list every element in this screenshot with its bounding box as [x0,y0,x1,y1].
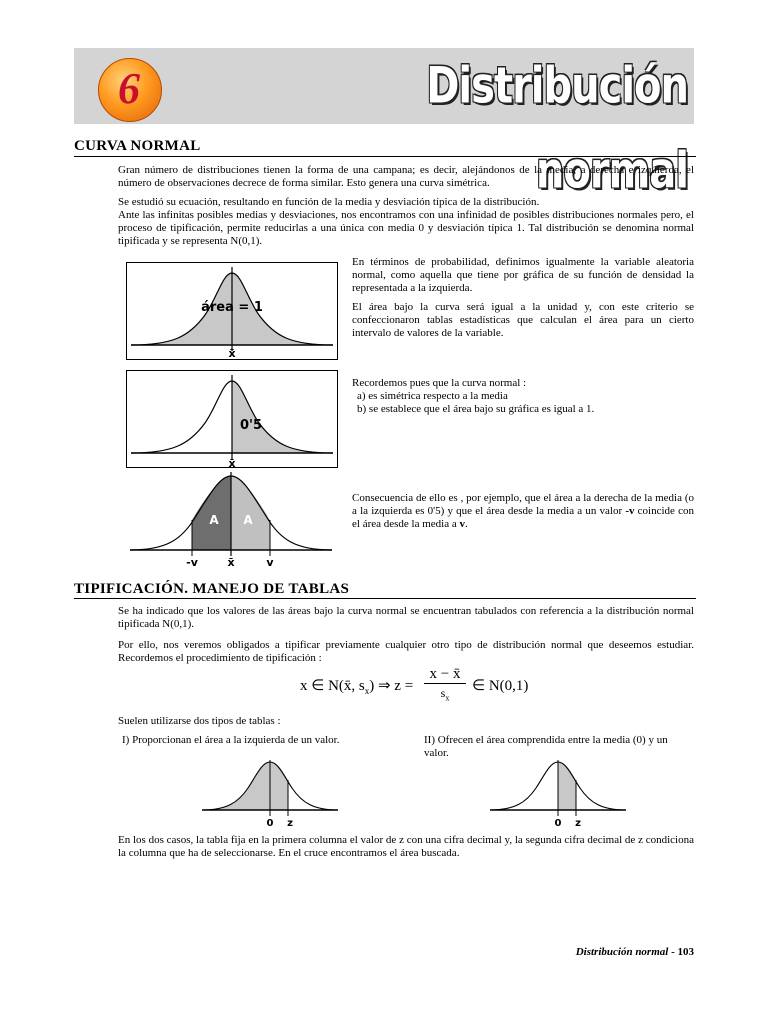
section-title-tipificacion: TIPIFICACIÓN. MANEJO DE TABLAS [74,581,350,597]
right-area-label: A [243,513,253,527]
left-area-label: A [209,513,219,527]
left-tail-area-figure [200,758,340,828]
section-rule [74,598,696,599]
table-type-one: I) Proporcionan el área a la izquierda de un valor. [122,734,340,746]
mean-to-z-area-figure [488,758,628,828]
chapter-title: Distribución normal [426,57,688,200]
z-axis-label: z [575,818,581,828]
mean-axis-label: x̄ [228,347,236,360]
paragraph: Ante las infinitas posibles medias y desviaciones, nos encontramos con una infinidad de posibles distribuciones normales pero, el proceso de tipificación, permite reducirlas a una única con media 0 y desviación típica 1. Tal distribución se denomina normal tipificada y se representa N(0,1). [118,209,694,247]
zero-axis-label: 0 [554,818,562,828]
paragraph: Por ello, nos veremos obligados a tipificar previamente cualquier otro tipo de distribución normal que deseemos estudiar. Recordemos el procedimiento de tipificación : [118,639,694,664]
paragraph: Se ha indicado que los valores de las áreas bajo la curva normal se encuentran tabulados con referencia a la distribución normal tipificada N(0,1). [118,605,694,630]
section-rule [74,156,696,157]
side-paragraph: En términos de probabilidad, definimos igualmente la variable aleatoria normal, como aquella que tiene por gráfica de su función de densidad la representada a la izquierda. [352,256,694,294]
paragraph: Suelen utilizarse dos tipos de tablas : [118,715,281,727]
z-axis-label: z [287,818,293,828]
half-area-label: 0'5 [239,418,263,433]
paragraph: En los dos casos, la tabla fija en la primera columna el valor de z con una cifra decimal y, la segunda cifra decimal de z condiciona la columna que ha de seleccionarse. En el cruce encontramos el área buscada. [118,834,694,859]
side-paragraph: Recordemos pues que la curva normal : [352,377,527,389]
side-list-item: b) se establece que el área bajo su gráfica es igual a 1. [357,403,595,415]
mean-axis-label: x̄ [228,457,236,468]
neg-v-axis-label: -v [186,556,198,569]
side-list-item: a) es simétrica respecto a la media [357,390,508,402]
normal-curve-half-area-figure [126,370,338,468]
paragraph: Se estudió su ecuación, resultando en función de la media y desviación típica de la distribución. [118,196,540,208]
paragraph: Gran número de distribuciones tienen la forma de una campana; es decir, alejándonos de la media, a derecha e izquierda, el número de observaciones decrece de forma similar. Esto genera una curva simétrica. [118,164,694,189]
side-paragraph-consequence: Consecuencia de ello es , por ejemplo, que el área a la derecha de la media (o a la izquierda es 0'5) y que el área desde la media a un valor -v coincide con el área desde la media a v. [352,492,694,530]
table-type-two: II) Ofrecen el área comprendida entre la media (0) y un valor. [424,734,668,759]
normal-curve-symmetric-areas-figure [126,470,336,570]
pos-v-axis-label: v [266,556,274,569]
area-one-label: área = 1 [201,300,263,315]
chapter-number: 6 [118,64,140,113]
zero-axis-label: 0 [266,818,274,828]
page-footer: Distribución normal - 103 [575,946,694,958]
side-paragraph: El área bajo la curva será igual a la unidad y, con este criterio se confeccionaron tablas estadísticas que calculan el área para un cierto intervalo de valores de la variable. [352,301,694,339]
normal-curve-area-one-figure [126,262,338,360]
section-title-curva-normal: CURVA NORMAL [74,138,201,154]
standardization-formula: x ∈ N(x̄, $s_x$) ⇒ z = x − x̄ $s_x$ ∈ N(0,1) [300,666,529,703]
mean-axis-label: x̄ [227,556,235,569]
